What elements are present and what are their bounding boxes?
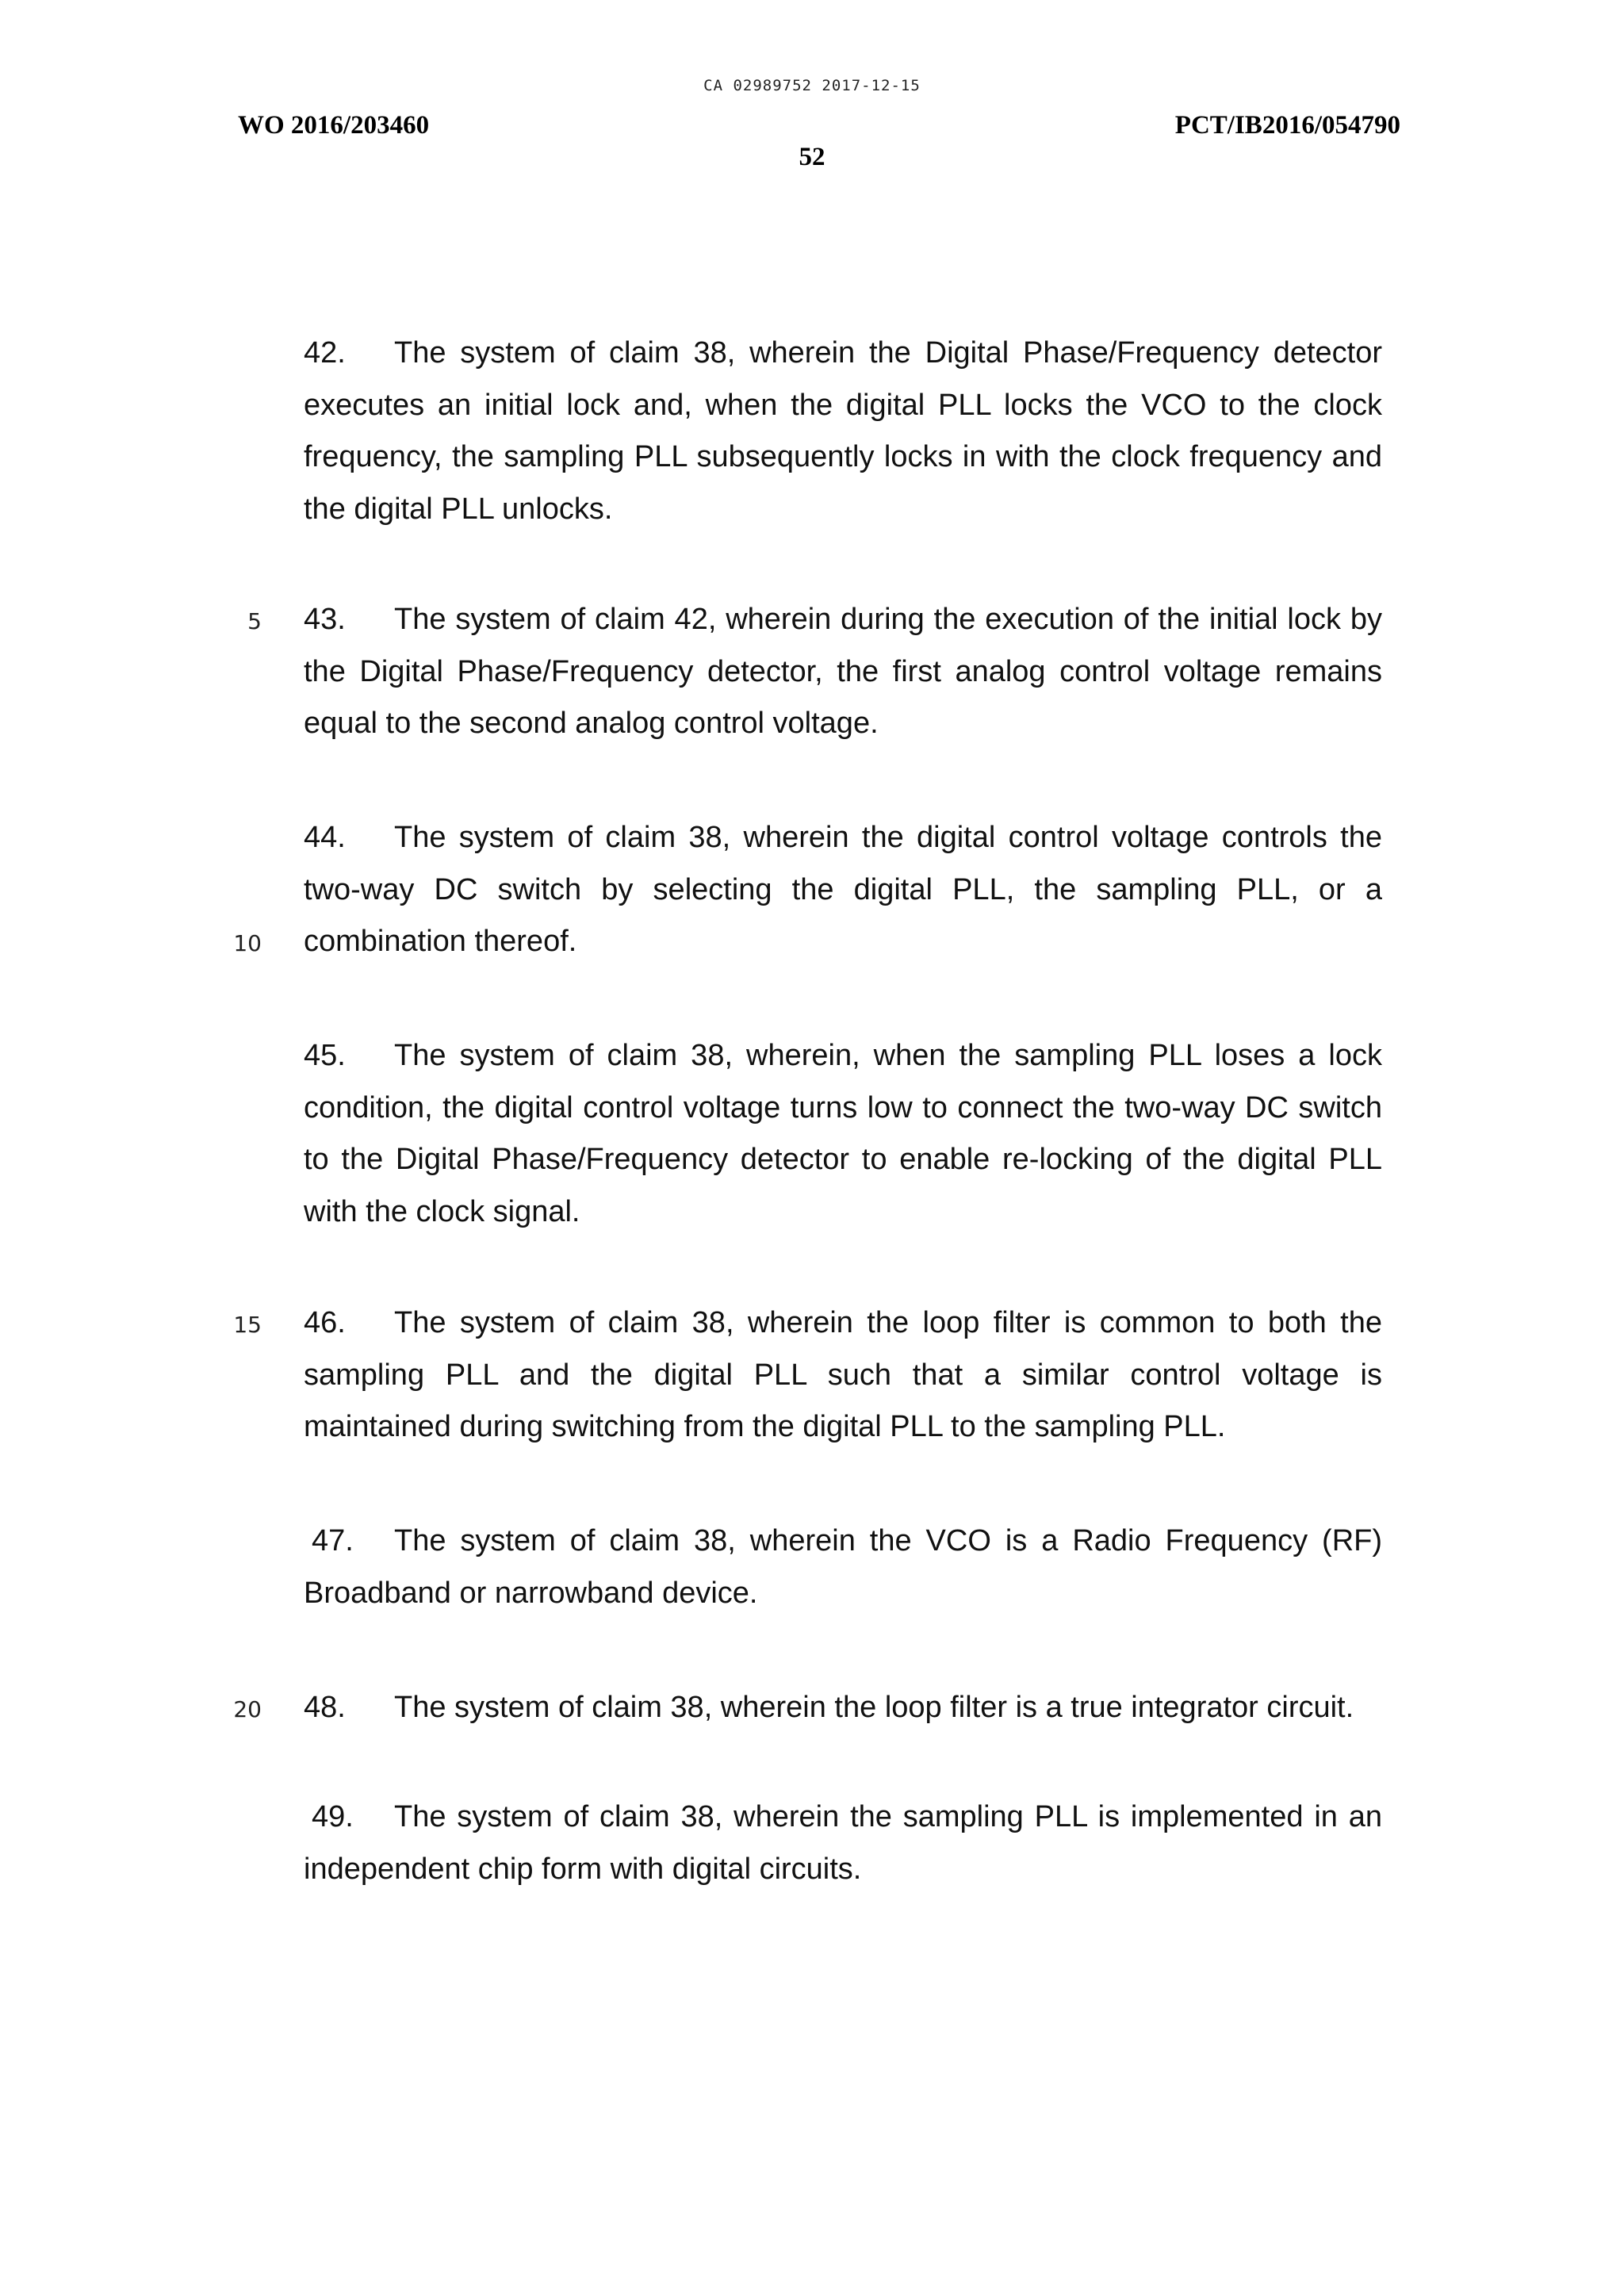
line-number-15: 15 [233,1312,262,1338]
claim-42 [304,328,1382,535]
line-number-10: 10 [233,930,262,956]
claim-text: The system of claim 38, wherein the loop filter is a true integrator circuit. [394,1691,1354,1724]
claim-text: The system of claim 38, wherein, when the sampling PLL loses a lock condition, the digital control voltage turns low to connect the two-way DC switch to the Digital Phase/Frequency detector to enable re-locking of the digital PLL with the clock signal. [304,1039,1382,1228]
claim-text: The system of claim 38, wherein the loop filter is common to both the sampling PLL and the digital PLL such that a similar control voltage is maintained during switching from the digital PLL to the sampling PLL. [304,1306,1382,1443]
line-number-5: 5 [247,608,262,634]
publication-number: WO 2016/203460 [238,111,430,140]
claim-47 [304,1515,1382,1619]
claim-number: 45. [304,1039,346,1072]
claim-45 [304,1030,1382,1238]
claim-number: 43. [304,603,346,636]
claim-text: The system of claim 42, wherein during the execution of the initial lock by the Digital Phase/Frequency detector, the first analog control voltage remains equal to the second analog control voltage. [304,603,1382,740]
claim-number: 42. [304,336,346,370]
claim-number: 49. [312,1800,354,1833]
claim-text: The system of claim 38, wherein the Digital Phase/Frequency detector executes an initial lock and, when the digital PLL locks the VCO to the clock frequency, the sampling PLL subsequently locks in with the clock frequency and the digital PLL unlocks. [304,336,1382,526]
application-number: PCT/IB2016/054790 [1174,111,1400,140]
claim-44 [304,812,1382,968]
claim-text: The system of claim 38, wherein the digital control voltage controls the two-way DC switch by selecting the digital PLL, the sampling PLL, or a combination thereof. [304,821,1382,958]
claim-number: 46. [304,1306,346,1339]
claim-49 [304,1791,1382,1895]
page-number: 52 [799,143,825,171]
claim-text: The system of claim 38, wherein the sampling PLL is implemented in an independent chip form with digital circuits. [304,1800,1382,1886]
claim-number: 47. [312,1524,354,1557]
claim-46 [304,1297,1382,1454]
claim-number: 44. [304,821,346,854]
filing-stamp: CA 02989752 2017-12-15 [703,77,921,94]
claim-43 [304,594,1382,750]
claim-text: The system of claim 38, wherein the VCO is a Radio Frequency (RF) Broadband or narrowband device. [304,1524,1382,1610]
claim-48 [304,1682,1382,1734]
claim-number: 48. [304,1691,346,1724]
line-number-20: 20 [233,1696,262,1722]
